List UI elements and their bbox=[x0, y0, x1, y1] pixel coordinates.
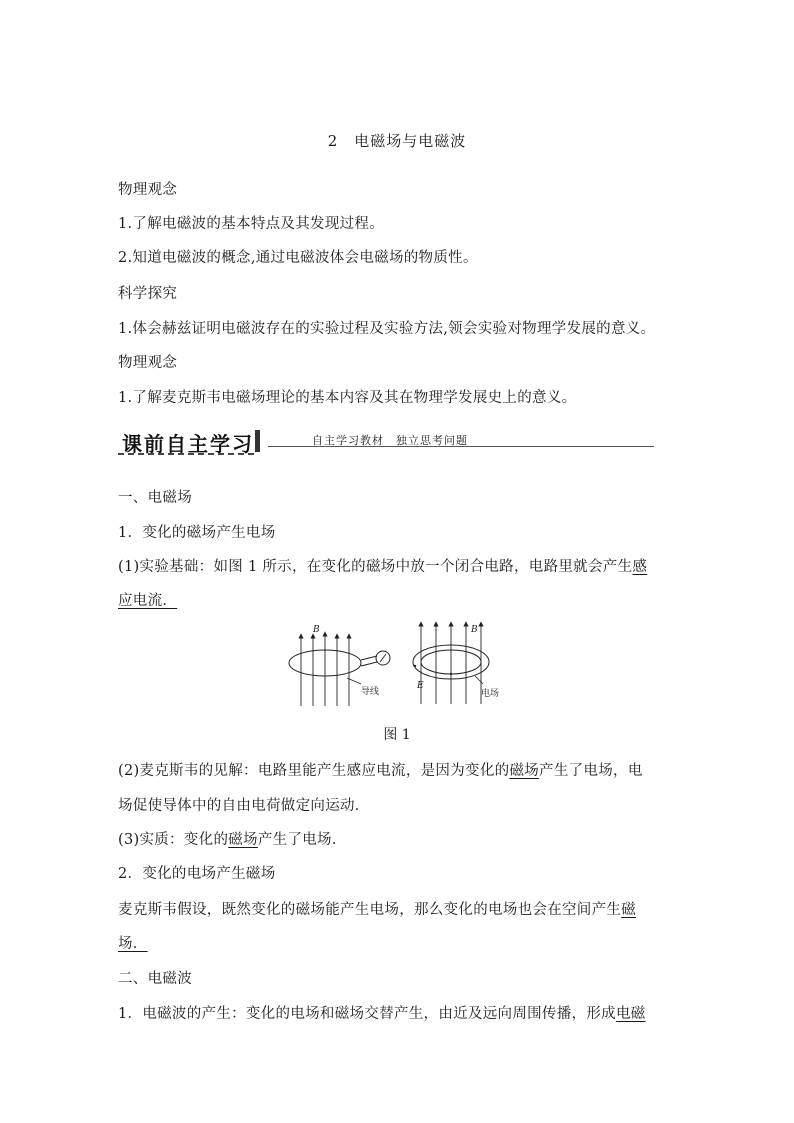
objective-3: 1.体会赫兹证明电磁波存在的实验过程及实验方法,领会实验对物理学发展的意义。 bbox=[118, 321, 656, 337]
objective-4: 1.了解麦克斯韦电磁场理论的基本内容及其在物理学发展史上的意义。 bbox=[118, 390, 577, 406]
subheading-changing-magnetic-field: 1．变化的磁场产生电场 bbox=[118, 525, 276, 541]
paragraph-em-wave-production: 1．电磁波的产生：变化的电场和磁场交替产生，由近及远向周围传播，形成电磁 bbox=[118, 1006, 646, 1022]
label-b-right: B bbox=[471, 625, 478, 635]
paragraph-essence: (3)实质：变化的磁场产生了电场． bbox=[118, 832, 347, 848]
heading-physics-concept: 物理观念 bbox=[118, 182, 178, 198]
heading-scientific-inquiry: 科学探究 bbox=[118, 286, 178, 302]
banner-divider bbox=[255, 430, 260, 452]
page-title: 2 电磁场与电磁波 bbox=[327, 132, 467, 150]
banner-rule bbox=[268, 446, 654, 447]
figure-caption: 图 1 bbox=[383, 727, 411, 743]
banner-subtitle: 自主学习教材 独立思考问题 bbox=[312, 434, 468, 447]
subheading-changing-electric-field: 2．变化的电场产生磁场 bbox=[118, 866, 276, 882]
figure-1-svg bbox=[285, 618, 525, 708]
paragraph-experiment-basis-cont: 应电流． bbox=[118, 593, 178, 609]
heading-physics-concept-2: 物理观念 bbox=[118, 355, 178, 371]
paragraph-maxwell-view-cont: 场促使导体中的自由电荷做定向运动． bbox=[118, 798, 370, 814]
section-heading-em-field: 一、电磁场 bbox=[118, 490, 192, 506]
objective-1: 1.了解电磁波的基本特点及其发现过程。 bbox=[118, 216, 385, 232]
objective-2: 2.知道电磁波的概念,通过电磁波体会电磁场的物质性。 bbox=[118, 250, 478, 266]
paragraph-maxwell-hypothesis: 麦克斯韦假设，既然变化的磁场能产生电场，那么变化的电场也会在空间产生磁 bbox=[118, 902, 637, 918]
label-electric-field: 电场 bbox=[481, 689, 500, 699]
paragraph-maxwell-hypothesis-cont: 场． bbox=[118, 936, 148, 952]
banner-dashed-underline bbox=[118, 453, 254, 455]
banner-title: 课前自主学习 bbox=[122, 432, 254, 456]
section-heading-em-wave: 二、电磁波 bbox=[118, 971, 192, 987]
label-wire: 导线 bbox=[361, 687, 380, 697]
paragraph-experiment-basis: (1)实验基础：如图 1 所示，在变化的磁场中放一个闭合电路，电路里就会产生感 bbox=[118, 559, 648, 575]
figure-1-diagram bbox=[285, 618, 525, 708]
label-e: E bbox=[417, 681, 424, 691]
section-banner bbox=[118, 428, 654, 456]
paragraph-maxwell-view: (2)麦克斯韦的见解：电路里能产生感应电流，是因为变化的磁场产生了电场，电 bbox=[118, 763, 643, 779]
label-b-left: B bbox=[313, 625, 320, 635]
